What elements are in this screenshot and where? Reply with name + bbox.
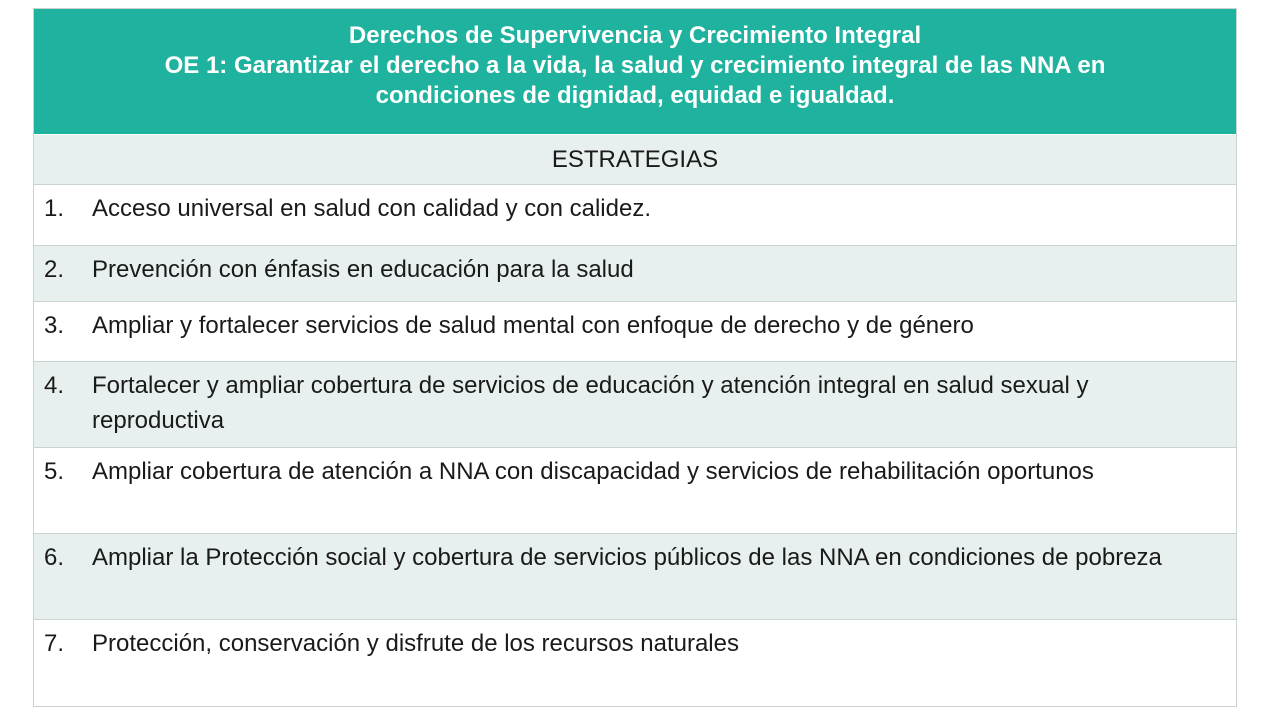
table-row xyxy=(34,534,1236,620)
row-number: 6. xyxy=(44,544,65,571)
row-text: Protección, conservación y disfrute de los recursos naturales xyxy=(92,630,739,657)
row-text: Ampliar cobertura de atención a NNA con discapacidad y servicios de rehabilitación oportunos xyxy=(92,458,1094,485)
row-text: Acceso universal en salud con calidad y con calidez. xyxy=(92,195,651,222)
header-objective-line1: OE 1: Garantizar el derecho a la vida, la salud y crecimiento integral de las NNA en xyxy=(164,52,1106,79)
row-text: Ampliar y fortalecer servicios de salud mental con enfoque de derecho y de género xyxy=(92,312,974,339)
strategies-table xyxy=(33,8,1237,707)
row-number: 1. xyxy=(44,195,65,222)
table-row xyxy=(34,448,1236,534)
strategies-heading: ESTRATEGIAS xyxy=(34,135,1236,185)
header-objective-line2: condiciones de dignidad, equidad e igualdad. xyxy=(375,82,895,109)
table-row xyxy=(34,302,1236,362)
row-text: Ampliar la Protección social y cobertura de servicios públicos de las NNA en condiciones de pobreza xyxy=(92,544,1162,571)
row-number: 5. xyxy=(44,458,65,485)
row-number: 4. xyxy=(44,372,65,399)
table-row xyxy=(34,246,1236,302)
row-number: 2. xyxy=(44,256,65,283)
row-text: Fortalecer y ampliar cobertura de servicios de educación y atención integral en salud sexual y reproductiva xyxy=(92,372,1089,434)
row-number: 7. xyxy=(44,630,65,657)
table-row xyxy=(34,620,1236,706)
table-row xyxy=(34,185,1236,246)
table-row xyxy=(34,362,1236,448)
row-text: Prevención con énfasis en educación para la salud xyxy=(92,256,634,283)
row-number: 3. xyxy=(44,312,65,339)
table-header xyxy=(34,9,1236,135)
header-title: Derechos de Supervivencia y Crecimiento Integral xyxy=(348,22,922,49)
